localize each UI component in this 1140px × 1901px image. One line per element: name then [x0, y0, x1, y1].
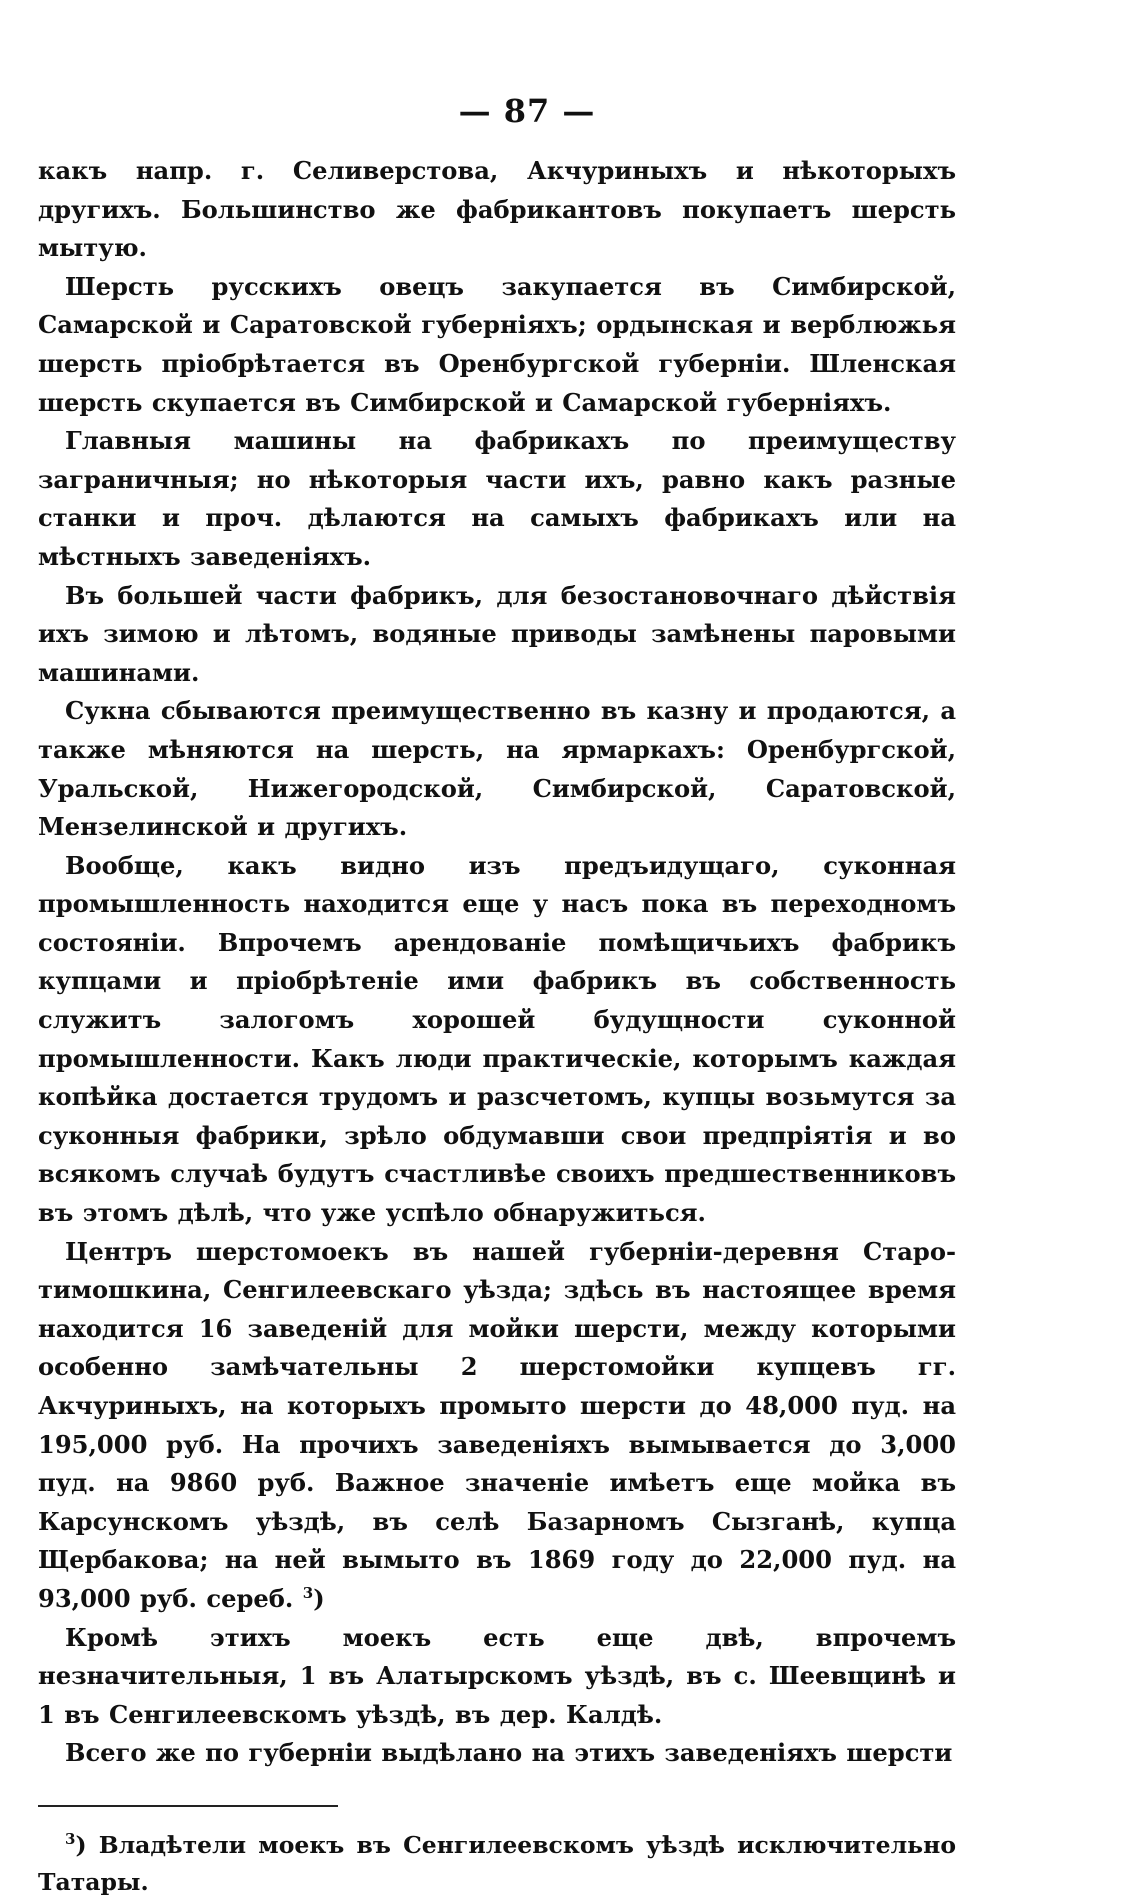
paragraph-5: Сукна сбываются преимущественно въ казну и продаются, а также мѣняются на шерсть, на ярмаркахъ: Оренбургской, Уральской, Нижегородской, Симбирской, Саратовской, Мензелинской и другихъ.: [38, 696, 956, 842]
footnote-mark: 3: [65, 1830, 76, 1849]
paragraph-3: Главныя машины на фабрикахъ по преимуществу заграничныя; но нѣкоторыя части ихъ, равно какъ разные станки и проч. дѣлаются на самыхъ фабрикахъ или на мѣстныхъ заведеніяхъ.: [38, 426, 956, 571]
paragraph-1: какъ напр. г. Селиверстова, Акчуриныхъ и нѣкоторыхъ другихъ. Большинство же фабрикантовъ покупаетъ шерсть мытую.: [38, 156, 956, 263]
paragraph-7: [38, 1233, 956, 1619]
footnote-mark-close: ): [75, 1830, 87, 1859]
paragraph-6: Вообще, какъ видно изъ предъидущаго, суконная промышленность находится еще у насъ пока въ переходномъ состояніи. Впрочемъ арендованіе помѣщичьихъ фабрикъ купцами и пріобрѣтеніе ими фабрикъ въ собственность служитъ залогомъ хорошей будущности суконной промышленности. Какъ люди практическіе, которымъ каждая копѣйка достается трудомъ и разсчетомъ, купцы возьмутся за суконныя фабрики, зрѣло обдумавши свои предпріятія и во всякомъ случаѣ будутъ счастливѣе своихъ предшественниковъ въ этомъ дѣлѣ, что уже успѣло обнаружиться.: [38, 850, 956, 1228]
paragraph-8: Кромѣ этихъ моекъ есть еще двѣ, впрочемъ незначительныя, 1 въ Алатырскомъ уѣздѣ, въ с. Шеевщинѣ и 1 въ Сенгилеевскомъ уѣздѣ, въ дер. Калдѣ.: [38, 1622, 956, 1729]
footnote: [38, 1827, 956, 1901]
book-page: [38, 92, 956, 1901]
footnote-text: Владѣтели моекъ въ Сенгилеевскомъ уѣздѣ исключительно Татары.: [38, 1830, 956, 1896]
footnote-reference-mark: 3: [302, 1583, 314, 1602]
paragraph-9: Всего же по губерніи выдѣлано на этихъ заведеніяхъ шерсти: [65, 1738, 953, 1768]
page-number: — 87 —: [458, 92, 596, 130]
paragraph-4: Въ большей части фабрикъ, для безостановочнаго дѣйствія ихъ зимою и лѣтомъ, водяные приводы замѣнены паровыми машинами.: [38, 580, 956, 687]
paragraph-2: Шерсть русскихъ овецъ закупается въ Симбирской, Самарской и Саратовской губерніяхъ; ордынская и верблюжья шерсть пріобрѣтается въ Оренбургской губерніи. Шленская шерсть скупается въ Симбирской и Самарской губерніяхъ.: [38, 271, 956, 417]
footnote-divider: [38, 1805, 338, 1807]
paragraph-7-text: Центръ шерстомоекъ въ нашей губерніи-деревня Старо-тимошкина, Сенгилеевскаго уѣзда; здѣсь въ настоящее время находится 16 заведеній для мойки шерсти, между которыми особенно замѣчательны 2 шерстомойки купцевъ гг. Акчуриныхъ, на которыхъ промыто шерсти до 48,000 пуд. на 195,000 руб. На прочихъ заведеніяхъ вымывается до 3,000 пуд. на 9860 руб. Важное значеніе имѣетъ еще мойка въ Карсунскомъ уѣздѣ, въ селѣ Базарномъ Сызганѣ, купца Щербакова; на ней вымыто въ 1869 году до 22,000 пуд. на 93,000 руб. сереб.: [38, 1236, 956, 1613]
footnote-reference-close: ): [313, 1583, 325, 1613]
